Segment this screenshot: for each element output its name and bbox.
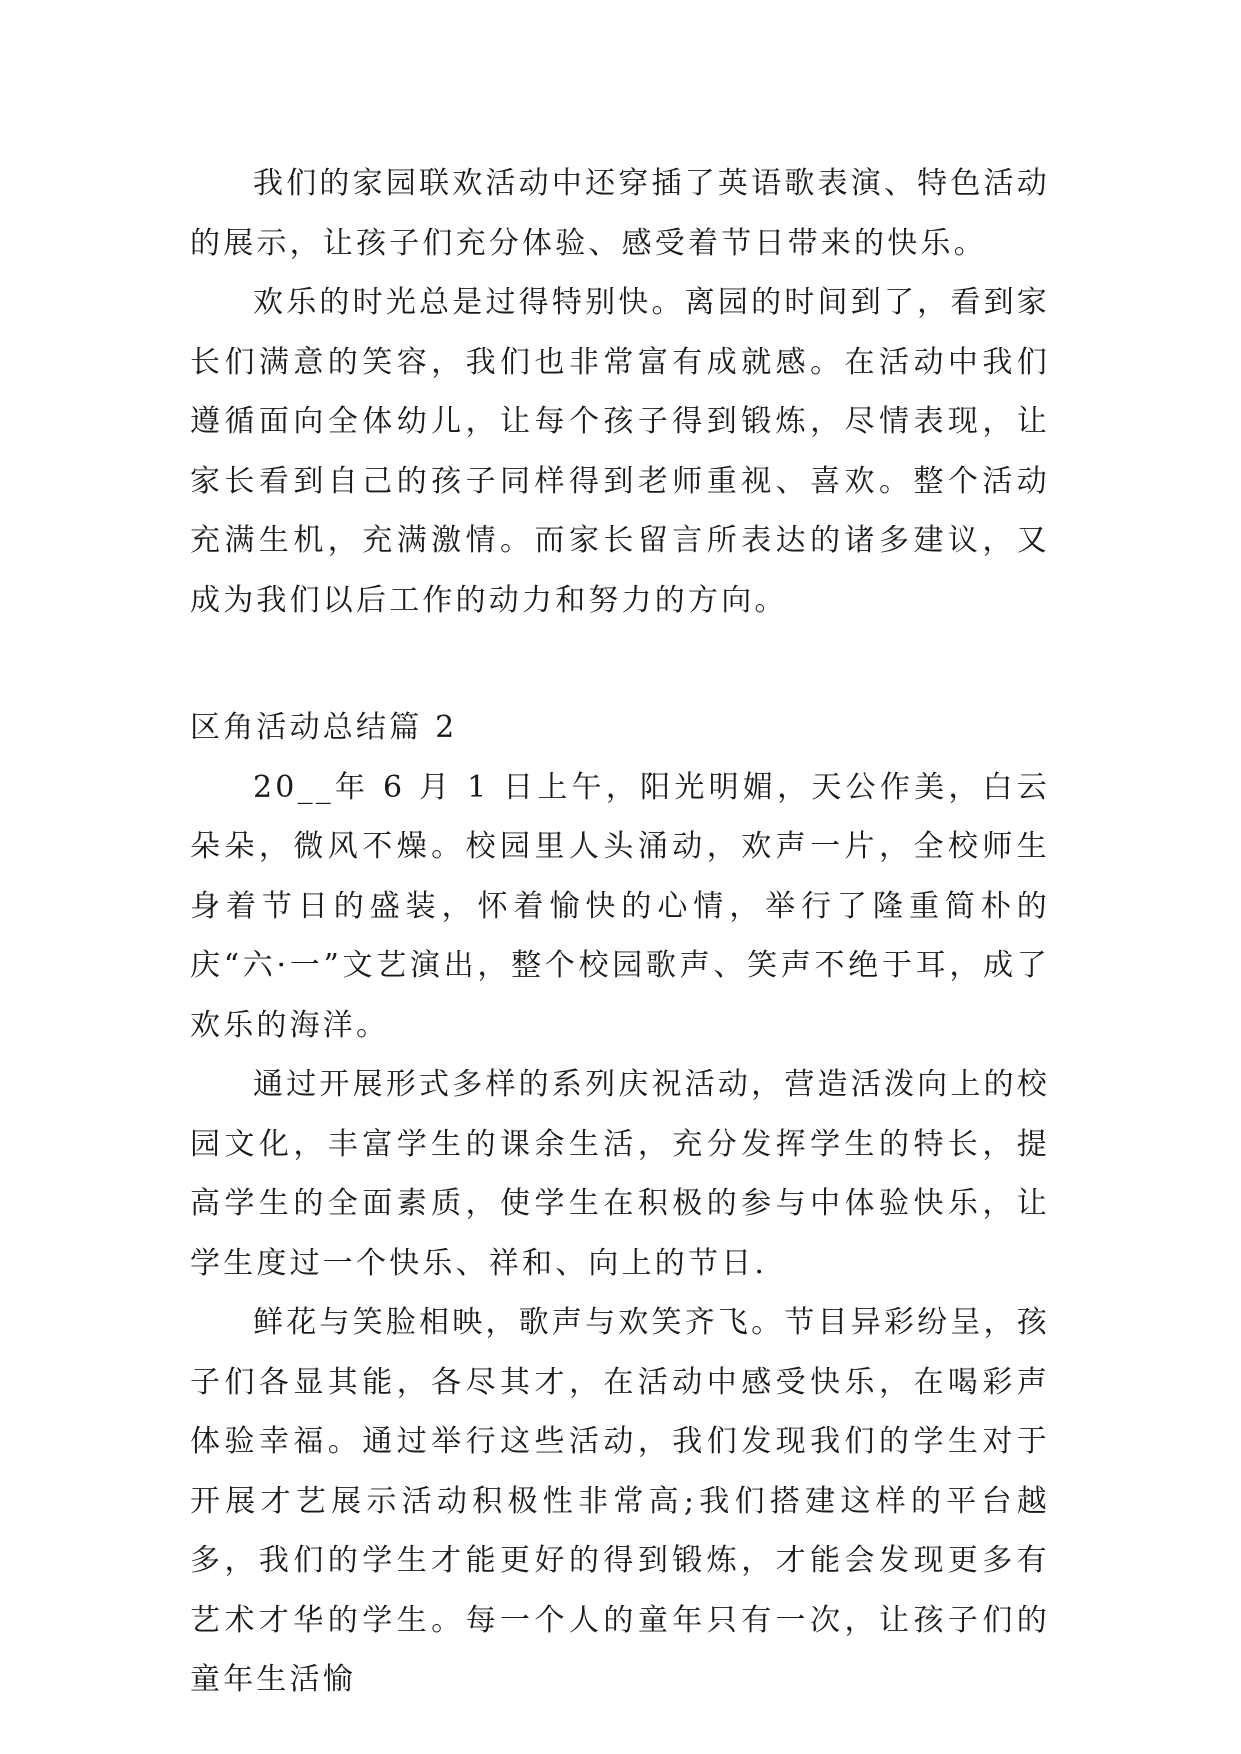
section-heading: 区角活动总结篇 2 (190, 710, 458, 745)
paragraph: 20__年 6 月 1 日上午，阳光明媚，天公作美，白云朵朵，微风不燥。校园里人头涌动，欢声一片，全校师生身着节日的盛装，怀着愉快的心情，举行了隆重简朴的庆“六·一”文艺演出，整个校园歌声、笑声不绝于耳，成了欢乐的海洋。 (190, 769, 1050, 1043)
paragraph: 我们的家园联欢活动中还穿插了英语歌表演、特色活动的展示，让孩子们充分体验、感受着节日带来的快乐。 (190, 166, 1050, 261)
document-body (190, 154, 1050, 1710)
paragraph: 欢乐的时光总是过得特别快。离园的时间到了，看到家长们满意的笑容，我们也非常富有成就感。在活动中我们遵循面向全体幼儿，让每个孩子得到锻炼，尽情表现，让家长看到自己的孩子同样得到老师重视、喜欢。整个活动充满生机，充满激情。而家长留言所表达的诸多建议，又成为我们以后工作的动力和努力的方向。 (190, 285, 1050, 618)
paragraph: 通过开展形式多样的系列庆祝活动，营造活泼向上的校园文化，丰富学生的课余生活，充分发挥学生的特长，提高学生的全面素质，使学生在积极的参与中体验快乐，让学生度过一个快乐、祥和、向上的节日. (190, 1067, 1050, 1281)
paragraph: 鲜花与笑脸相映，歌声与欢笑齐飞。节目异彩纷呈，孩子们各显其能，各尽其才，在活动中感受快乐，在喝彩声体验幸福。通过举行这些活动，我们发现我们的学生对于开展才艺展示活动积极性非常高;我们搭建这样的平台越多，我们的学生才能更好的得到锻炼，才能会发现更多有艺术才华的学生。每一个人的童年只有一次，让孩子们的童年生活愉 (190, 1305, 1050, 1697)
